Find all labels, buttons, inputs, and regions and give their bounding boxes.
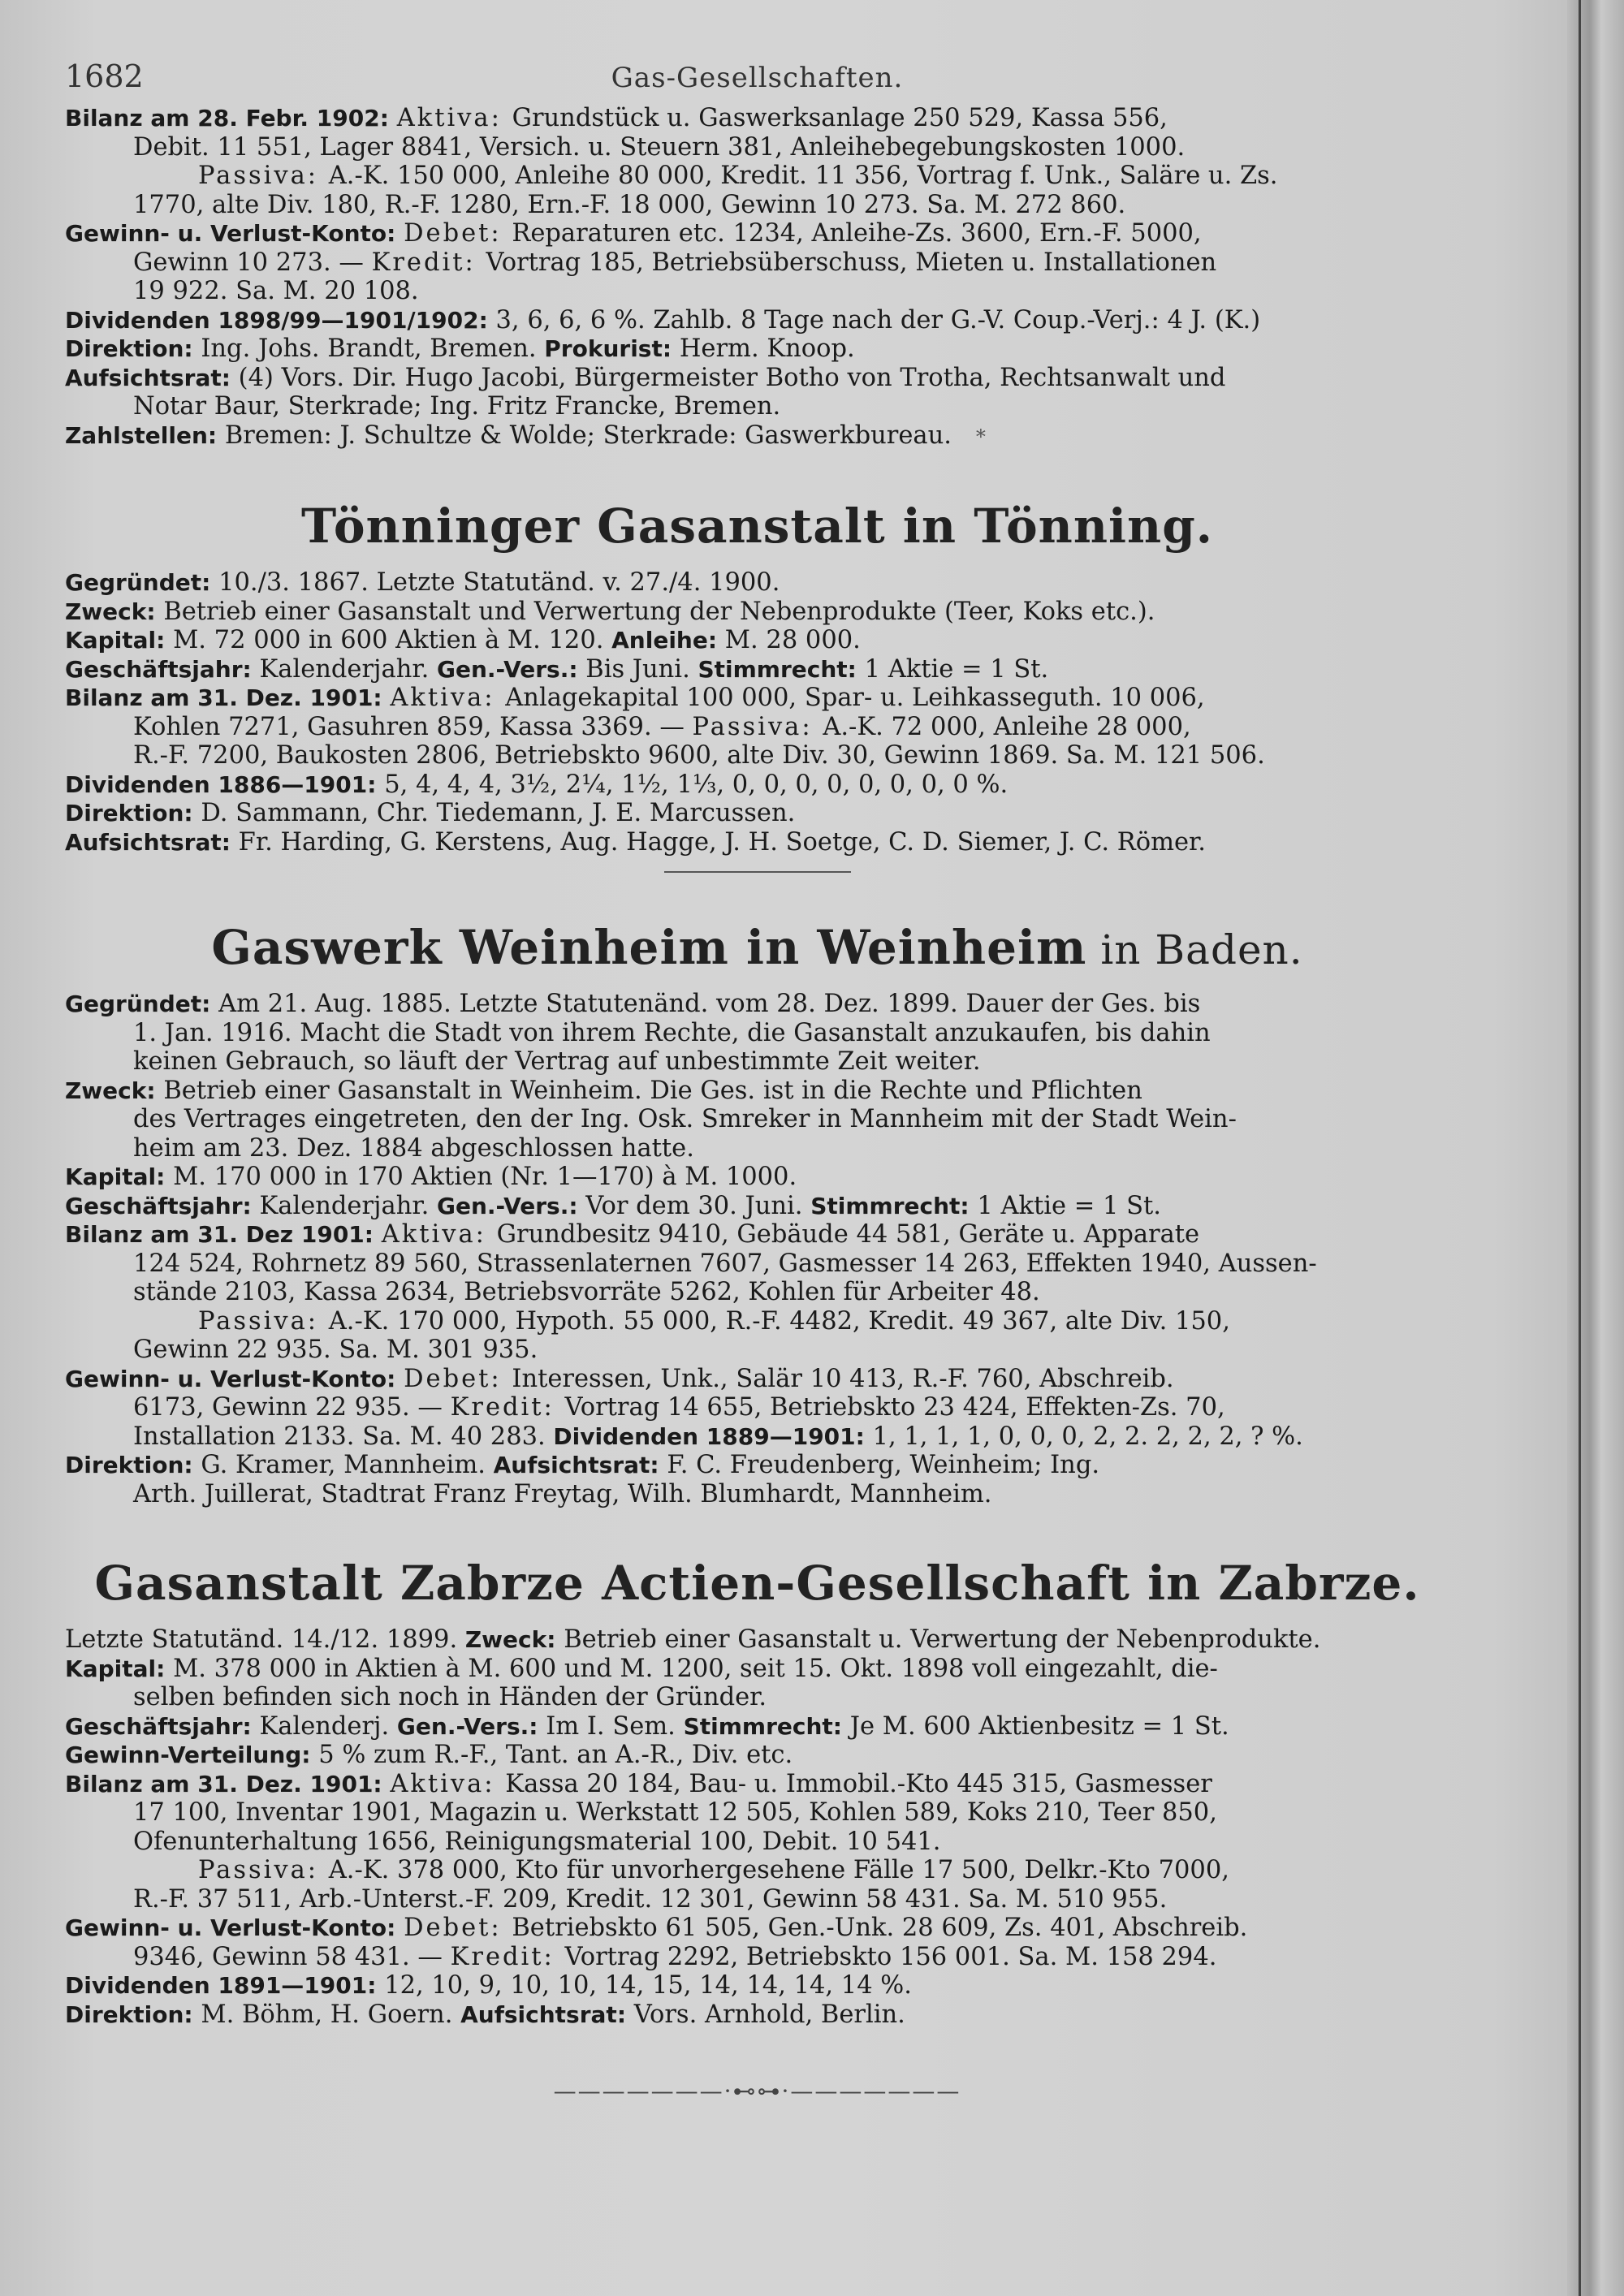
field-label: Bilanz am 31. Dez 1901: (65, 1221, 382, 1248)
text-line (65, 392, 1449, 421)
field-label: Direktion: (65, 2000, 201, 2028)
field-text: Kalenderj. (259, 1711, 397, 1741)
text-line (65, 1741, 1449, 1770)
field-text: Kassa 20 184, Bau- u. Immobil.-Kto 445 315, Gasmesser (505, 1769, 1212, 1798)
field-text: 1 Aktie = 1 St. (977, 1191, 1161, 1220)
field-text: Betrieb einer Gasanstalt u. Verwertung der Nebenprodukte. (564, 1625, 1321, 1654)
text-line (65, 1798, 1449, 1828)
field-text: Kredit: (450, 1942, 565, 1971)
section-divider (664, 871, 851, 873)
field-label: Zweck: (464, 1626, 564, 1653)
field-text: A.-K. 150 000, Anleihe 80 000, Kredit. 11 356, Vortrag f. Unk., Saläre u. Zs. (328, 162, 1278, 190)
text-line (65, 598, 1449, 627)
field-text: 3, 6, 6, 6 %. Zahlb. 8 Tage nach der G.-V. Coup.-Verj.: 4 J. (K.) (495, 305, 1261, 334)
text-line (65, 219, 1449, 248)
text-line (65, 1914, 1449, 1943)
text-line (65, 2000, 1449, 2030)
text-line (65, 741, 1449, 770)
text-line (65, 1220, 1449, 1249)
field-text: M. 72 000 in 600 Aktien à M. 120. (173, 626, 612, 654)
field-label: Zweck: (65, 1077, 164, 1104)
text-line (65, 1856, 1449, 1885)
field-label: Gegründet: (65, 990, 219, 1017)
field-label: Gen.-Vers.: (436, 655, 586, 683)
field-text: Anlagekapital 100 000, Spar- u. Leihkasseguth. 10 006, (505, 684, 1205, 712)
field-text: 5 % zum R.-F., Tant. an A.-R., Div. etc. (318, 1741, 793, 1769)
text-line (65, 306, 1449, 335)
field-text: 9346, Gewinn 58 431. — (133, 1942, 451, 1971)
text-line (65, 162, 1449, 191)
field-text: stände 2103, Kassa 2634, Betriebsvorräte 5262, Kohlen für Arbeiter 48. (133, 1278, 1040, 1306)
field-text: D. Sammann, Chr. Tiedemann, J. E. Marcussen. (201, 799, 796, 827)
field-label: Dividenden 1898/99—1901/1902: (65, 306, 496, 334)
field-text: A.-K. 378 000, Kto für unvorhergesehene Fälle 17 500, Delkr.-Kto 7000, (328, 1856, 1229, 1884)
text-line (65, 248, 1449, 278)
field-text: Aktiva: (381, 1220, 497, 1249)
field-label: Dividenden 1886—1901: (65, 770, 385, 798)
field-text: Bremen: J. Schultze & Wolde; Sterkrade: Gaswerkbureau. (224, 421, 952, 450)
field-text: Betrieb einer Gasanstalt und Verwertung der Nebenprodukte (Teer, Koks etc.). (163, 597, 1155, 626)
text-line (65, 770, 1449, 800)
field-text: Vortrag 185, Betriebsüberschuss, Mieten u. Installationen (486, 248, 1217, 277)
field-text: Grundstück u. Gaswerksanlage 250 529, Kassa 556, (512, 104, 1168, 132)
field-text: Debet: (404, 1914, 512, 1942)
field-text: 6173, Gewinn 22 935. — (133, 1393, 451, 1422)
field-label: Direktion: (65, 1452, 201, 1478)
field-text: 17 100, Inventar 1901, Magazin u. Werkstatt 12 505, Kohlen 589, Koks 210, Teer 850, (133, 1798, 1217, 1827)
field-text: M. 28 000. (724, 626, 861, 654)
text-line (65, 104, 1449, 133)
text-line (65, 1885, 1449, 1914)
field-text: 1, 1, 1, 1, 0, 0, 0, 2, 2. 2, 2, 2, ? %. (872, 1422, 1303, 1451)
field-text: Interessen, Unk., Salär 10 413, R.-F. 760, Abschreib. (512, 1364, 1174, 1393)
field-label: Kapital: (65, 627, 174, 654)
field-text: Passiva: (198, 162, 329, 190)
text-line (65, 1422, 1449, 1452)
field-label: Prokurist: (544, 335, 680, 362)
text-line (65, 1077, 1449, 1106)
field-text: Aktiva: (390, 684, 506, 712)
text-line (65, 1105, 1449, 1134)
field-text: 10./3. 1867. Letzte Statutänd. v. 27./4. 1900. (218, 568, 780, 597)
field-text: A.-K. 170 000, Hypoth. 55 000, R.-F. 4482, Kredit. 49 367, alte Div. 150, (328, 1306, 1230, 1336)
field-label: Aufsichtsrat: (460, 2000, 634, 2028)
company-title-toenning: Tönninger Gasanstalt in Tönning. (301, 498, 1213, 554)
field-text: Debet: (404, 219, 512, 248)
title-main: Gaswerk Weinheim in Weinheim (211, 920, 1087, 975)
field-text: Debet: (404, 1364, 512, 1393)
text-line (65, 568, 1449, 598)
field-text: Reparaturen etc. 1234, Anleihe-Zs. 3600, Ern.-F. 5000, (512, 219, 1202, 248)
text-line (65, 1278, 1449, 1307)
field-label: Anleihe: (611, 627, 725, 654)
field-text: des Vertrages eingetreten, den der Ing. Osk. Smreker in Mannheim mit der Stadt Wein- (133, 1105, 1237, 1133)
field-text: Bis Juni. (585, 654, 698, 684)
field-text: 12, 10, 9, 10, 10, 14, 15, 14, 14, 14, 14 %. (384, 1971, 912, 2000)
field-text: Grundbesitz 9410, Gebäude 44 581, Geräte u. Apparate (496, 1220, 1200, 1249)
spine-edge (1579, 0, 1581, 2296)
field-text: Gewinn 10 273. — (133, 248, 372, 277)
text-line (65, 334, 1449, 364)
field-text: selben befinden sich noch in Händen der Gründer. (133, 1683, 767, 1711)
field-text: Fr. Harding, G. Kerstens, Aug. Hagge, J. H. Soetge, C. D. Siemer, J. C. Römer. (238, 827, 1206, 857)
field-label: Bilanz am 28. Febr. 1902: (65, 105, 397, 132)
text-line (65, 1712, 1449, 1741)
text-line (65, 364, 1449, 393)
field-text: Letzte Statutänd. 14./12. 1899. (65, 1625, 465, 1654)
field-label: Geschäftsjahr: (65, 1712, 260, 1740)
field-text: Betriebskto 61 505, Gen.-Unk. 28 609, Zs. 401, Abschreib. (512, 1914, 1248, 1942)
text-line (65, 1971, 1449, 2000)
text-line (65, 133, 1449, 162)
closing-ornament: ———————·⊷⊶·——————— (553, 2078, 961, 2104)
field-text: A.-K. 72 000, Anleihe 28 000, (823, 712, 1191, 741)
field-text: F. C. Freudenberg, Weinheim; Ing. (667, 1451, 1100, 1479)
field-text: Herm. Knoop. (679, 334, 855, 363)
field-text: M. 378 000 in Aktien à M. 600 und M. 1200, seit 15. Okt. 1898 voll eingezahlt, die- (173, 1654, 1218, 1683)
page-content (65, 50, 1449, 2104)
field-label: Gen.-Vers.: (436, 1192, 586, 1219)
text-line (65, 1307, 1449, 1336)
text-line (65, 277, 1449, 306)
field-text: 1. Jan. 1916. Macht die Stadt von ihrem Rechte, die Gasanstalt anzukaufen, bis dahin (133, 1018, 1211, 1047)
field-text: Vortrag 2292, Betriebskto 156 001. Sa. M. 158 294. (564, 1942, 1217, 1971)
field-label: Direktion: (65, 335, 201, 362)
field-label: Gegründet: (65, 569, 219, 596)
text-line (65, 799, 1449, 828)
text-line (65, 1163, 1449, 1192)
field-text: 5, 4, 4, 4, 3½, 2¼, 1½, 1⅓, 0, 0, 0, 0, 0, 0, 0, 0 %. (384, 770, 1009, 799)
field-label: Dividenden 1889—1901: (553, 1422, 873, 1450)
field-label: Direktion: (65, 800, 201, 826)
field-text: Kredit: (371, 248, 486, 277)
text-line (65, 1828, 1449, 1857)
field-label: Gewinn- u. Verlust-Konto: (65, 220, 404, 247)
field-text: R.-F. 37 511, Arb.-Unterst.-F. 209, Kredit. 12 301, Gewinn 58 431. Sa. M. 510 955. (133, 1884, 1168, 1914)
field-text: Aktiva: (390, 1769, 506, 1798)
field-text: M. 170 000 in 170 Aktien (Nr. 1—170) à M. 1000. (173, 1163, 797, 1191)
field-text: Am 21. Aug. 1885. Letzte Statutenänd. vom 28. Dez. 1899. Dauer der Ges. bis (218, 990, 1201, 1018)
text-line (65, 421, 1449, 452)
book-spine (1567, 0, 1624, 2296)
field-text: Notar Baur, Sterkrade; Ing. Fritz Francke, Bremen. (133, 392, 781, 421)
text-line (65, 1943, 1449, 1972)
text-line (65, 626, 1449, 655)
field-label: Kapital: (65, 1655, 174, 1682)
field-text: 124 524, Rohrnetz 89 560, Strassenlaternen 7607, Gasmesser 14 263, Effekten 1940, Aussen- (133, 1249, 1317, 1278)
field-text: keinen Gebrauch, so läuft der Vertrag auf unbestimmte Zeit weiter. (133, 1047, 981, 1076)
field-text: Ing. Johs. Brandt, Bremen. (201, 334, 545, 363)
field-text: Ofenunterhaltung 1656, Reinigungsmaterial 100, Debit. 10 541. (133, 1827, 941, 1856)
field-label: Bilanz am 31. Dez. 1901: (65, 684, 391, 711)
field-label: Kapital: (65, 1163, 174, 1190)
text-line (65, 1047, 1449, 1077)
field-text: Vor dem 30. Juni. (585, 1191, 811, 1220)
text-line (65, 1770, 1449, 1799)
field-text: (4) Vors. Dir. Hugo Jacobi, Bürgermeister Botho von Trotha, Rechtsanwalt und (238, 363, 1226, 392)
field-label: Stimmrecht: (810, 1192, 978, 1219)
text-line (65, 1336, 1449, 1365)
text-line (65, 684, 1449, 713)
asterisk-mark: * (975, 425, 986, 448)
field-text: Kalenderjahr. (259, 1191, 437, 1220)
text-line (65, 655, 1449, 684)
field-label: Aufsichtsrat: (493, 1452, 667, 1478)
field-text: Betrieb einer Gasanstalt in Weinheim. Die Ges. ist in die Rechte und Pflichten (163, 1076, 1142, 1105)
field-text: Im I. Sem. (546, 1711, 684, 1741)
text-line (65, 191, 1449, 220)
page-number: 1682 (65, 58, 144, 94)
field-label: Bilanz am 31. Dez. 1901: (65, 1770, 391, 1798)
field-text: Kredit: (450, 1393, 565, 1422)
field-label: Geschäftsjahr: (65, 655, 260, 683)
field-text: Passiva: (692, 712, 823, 741)
field-text: Kalenderjahr. (259, 654, 437, 684)
field-text: G. Kramer, Mannheim. (201, 1451, 494, 1479)
field-label: Geschäftsjahr: (65, 1192, 260, 1219)
entry-toenning (65, 568, 1449, 857)
field-text: Vors. Arnhold, Berlin. (633, 2000, 905, 2029)
text-line (65, 1249, 1449, 1279)
field-text: 1 Aktie = 1 St. (864, 654, 1049, 684)
field-text: 19 922. Sa. M. 20 108. (133, 277, 419, 305)
field-text: Kohlen 7271, Gasuhren 859, Kassa 3369. — (133, 712, 693, 741)
field-text: Je M. 600 Aktienbesitz = 1 St. (849, 1711, 1229, 1741)
field-text: heim am 23. Dez. 1884 abgeschlossen hatte. (133, 1133, 694, 1163)
field-label: Stimmrecht: (698, 655, 865, 683)
text-line (65, 828, 1449, 857)
company-title-zabrze: Gasanstalt Zabrze Actien-Gesellschaft in Zabrze. (94, 1556, 1420, 1611)
field-text: 1770, alte Div. 180, R.-F. 1280, Ern.-F. 18 000, Gewinn 10 273. Sa. M. 272 860. (133, 190, 1126, 219)
text-line (65, 1451, 1449, 1480)
running-head: Gas-Gesellschaften. (611, 62, 904, 94)
text-line (65, 1365, 1449, 1394)
text-line (65, 1655, 1449, 1684)
entry-weinheim (65, 990, 1449, 1508)
text-line (65, 1480, 1449, 1509)
text-line (65, 1625, 1449, 1655)
text-line (65, 1393, 1449, 1422)
field-label: Gewinn- u. Verlust-Konto: (65, 1365, 404, 1392)
field-label: Aufsichtsrat: (65, 828, 239, 856)
text-line (65, 713, 1449, 742)
field-text: Debit. 11 551, Lager 8841, Versich. u. Steuern 381, Anleihebegebungskosten 1000. (133, 132, 1186, 162)
field-text: Vortrag 14 655, Betriebskto 23 424, Effekten-Zs. 70, (564, 1393, 1225, 1422)
field-text: Gewinn 22 935. Sa. M. 301 935. (133, 1336, 538, 1364)
page-header (65, 50, 1449, 99)
field-text: Passiva: (198, 1856, 329, 1884)
text-line (65, 1134, 1449, 1163)
field-text: Installation 2133. Sa. M. 40 283. (133, 1422, 554, 1451)
field-label: Gewinn- u. Verlust-Konto: (65, 1914, 404, 1941)
field-label: Gen.-Vers.: (396, 1712, 546, 1740)
field-text: Passiva: (198, 1306, 329, 1336)
field-text: R.-F. 7200, Baukosten 2806, Betriebskto 9600, alte Div. 30, Gewinn 1869. Sa. M. 121 506. (133, 741, 1265, 770)
field-label: Zahlstellen: (65, 421, 225, 449)
text-line (65, 1019, 1449, 1048)
text-line (65, 1683, 1449, 1712)
entry-zabrze (65, 1625, 1449, 2029)
field-label: Aufsichtsrat: (65, 364, 239, 391)
title-tail: in Baden. (1086, 926, 1303, 973)
text-line (65, 1192, 1449, 1221)
field-text: Aktiva: (396, 104, 512, 132)
field-text: M. Böhm, H. Goern. (201, 2000, 461, 2029)
text-line (65, 990, 1449, 1019)
field-label: Dividenden 1891—1901: (65, 1972, 385, 1999)
entry-gaswerk-sterkrade (65, 104, 1449, 451)
company-title-weinheim (65, 920, 1449, 975)
field-label: Gewinn-Verteilung: (65, 1741, 319, 1768)
field-text: Arth. Juillerat, Stadtrat Franz Freytag, Wilh. Blumhardt, Mannheim. (133, 1479, 992, 1508)
field-label: Stimmrecht: (683, 1712, 850, 1740)
field-label: Zweck: (65, 598, 164, 625)
